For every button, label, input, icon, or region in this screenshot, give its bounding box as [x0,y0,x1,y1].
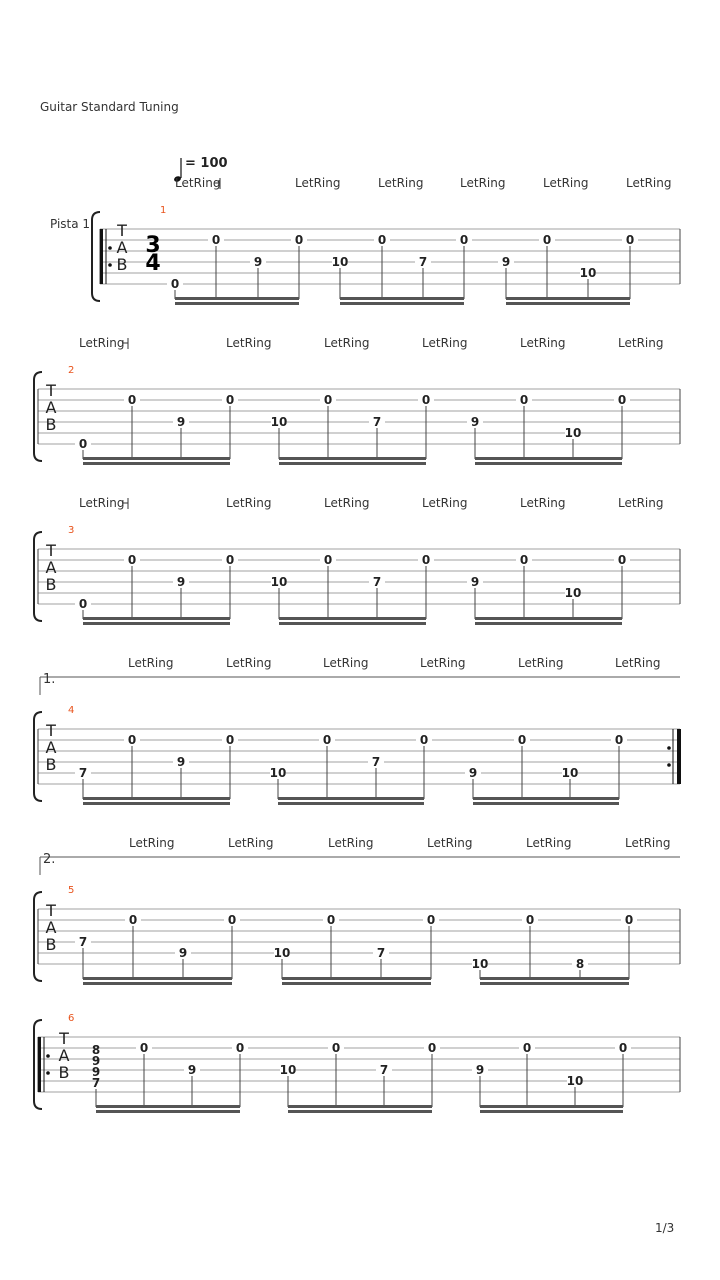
tab-note: 9 [91,1065,101,1079]
beam [83,802,230,805]
beam [480,977,629,980]
tab-note: 10 [279,1063,297,1077]
repeat-dot [667,763,671,767]
measure-number: 6 [68,1013,75,1024]
letring-label: LetRing [295,176,341,190]
tab-note: 0 [235,1041,245,1055]
repeat-dot [667,746,671,750]
tab-clef-letter: A [116,238,128,258]
tab-note: 9 [470,575,480,589]
tab-note: 7 [371,755,381,769]
tab-clef-letter: A [45,738,57,758]
tab-note: 0 [227,913,237,927]
tab-note: 0 [421,393,431,407]
tab-clef-letter: B [116,255,128,275]
tab-clef-letter: T [46,901,56,920]
tab-clef-letter: T [59,1029,69,1048]
tab-note: 7 [376,946,386,960]
tab-note: 10 [579,266,597,280]
time-signature-bottom: 4 [145,251,161,276]
letring-label: LetRing [427,836,473,850]
beam [279,457,426,460]
measure-number: 5 [68,885,75,896]
beam [480,982,629,985]
beam [279,617,426,620]
tab-note: 7 [372,575,382,589]
measure-number: 4 [68,705,75,716]
letring-label: LetRing [226,336,272,350]
tab-note: 9 [176,755,186,769]
beam [282,982,431,985]
page-number: 1/3 [655,1221,675,1235]
repeat-dot [108,246,112,250]
beam [506,297,630,300]
repeat-start-thick-bar [100,229,103,284]
tab-note: 9 [253,255,263,269]
letring-label: LetRing [625,836,671,850]
tab-note: 8 [575,957,585,971]
tab-note: 0 [459,233,469,247]
repeat-dot [108,263,112,267]
beam [288,1110,432,1113]
measure-number: 1 [160,205,167,216]
beam [475,622,622,625]
tab-note: 9 [176,415,186,429]
letring-label: LetRing [422,496,468,510]
tab-note: 0 [522,1041,532,1055]
letring-label: LetRing [228,836,274,850]
tab-note: 0 [377,233,387,247]
letring-label: LetRing [324,336,370,350]
tab-note: 7 [78,766,88,780]
tab-note: 0 [625,233,635,247]
beam [83,617,230,620]
tab-note: 0 [614,733,624,747]
tab-note: 7 [372,415,382,429]
letring-label: LetRing [626,176,672,190]
tab-note: 0 [519,393,529,407]
tab-note: 0 [525,913,535,927]
tab-note: 0 [326,913,336,927]
tab-note: 0 [170,277,180,291]
tab-note: 0 [128,913,138,927]
tab-note: 10 [269,766,287,780]
tab-note: 10 [270,415,288,429]
letring-label: LetRing [420,656,466,670]
beam [175,297,299,300]
tab-note: 9 [176,575,186,589]
tab-note: 0 [419,733,429,747]
measure-number: 3 [68,525,75,536]
time-signature-top: 3 [145,233,161,258]
volta-number: 1. [43,672,56,687]
tab-note: 9 [470,415,480,429]
letring-label: LetRing [324,496,370,510]
tab-clef-letter: A [45,398,57,418]
tab-clef-letter: B [45,415,57,435]
tab-note: 0 [426,913,436,927]
beam [282,977,431,980]
tab-note: 0 [322,733,332,747]
letring-label: LetRing [378,176,424,190]
track-name: Pista 1 [50,217,91,231]
letring-label: LetRing [129,836,175,850]
beam [83,457,230,460]
tab-note: 10 [564,586,582,600]
beam [83,462,230,465]
tab-note: 0 [517,733,527,747]
repeat-dot [46,1054,50,1058]
tab-note: 7 [418,255,428,269]
letring-label: LetRing [520,336,566,350]
beam [279,622,426,625]
beam [83,622,230,625]
tab-note: 0 [78,437,88,451]
letring-label: LetRing [128,656,174,670]
tab-note: 0 [519,553,529,567]
repeat-start-thick-bar [38,1037,41,1092]
beam [506,302,630,305]
beam [475,462,622,465]
letring-label: LetRing [79,496,125,510]
tab-clef-letter: T [117,221,127,240]
beam [288,1105,432,1108]
letring-label: LetRing [520,496,566,510]
tab-note: 0 [624,913,634,927]
tab-note: 10 [566,1074,584,1088]
letring-label: LetRing [79,336,125,350]
tab-note: 0 [427,1041,437,1055]
tab-note: 0 [127,393,137,407]
tab-note: 9 [178,946,188,960]
tab-clef-letter: T [46,541,56,560]
tab-note: 9 [475,1063,485,1077]
tab-note: 0 [331,1041,341,1055]
tab-note: 10 [331,255,349,269]
repeat-end-thick-bar [677,729,681,784]
tab-note: 9 [91,1054,101,1068]
tab-note: 0 [542,233,552,247]
tab-clef-letter: A [45,558,57,578]
letring-label: LetRing [618,496,664,510]
tab-note: 0 [127,553,137,567]
beam [473,802,619,805]
measure-number: 2 [68,365,75,376]
tab-clef-letter: T [46,381,56,400]
beam [480,1110,623,1113]
tab-note: 8 [91,1043,101,1057]
letring-label: LetRing [518,656,564,670]
letring-label: LetRing [323,656,369,670]
tab-note: 10 [561,766,579,780]
beam [278,802,424,805]
tab-note: 0 [618,1041,628,1055]
letring-label: LetRing [226,496,272,510]
beam [340,302,464,305]
tab-note: 0 [617,553,627,567]
tab-note: 0 [211,233,221,247]
beam [340,297,464,300]
letring-label: LetRing [526,836,572,850]
beam [278,797,424,800]
tab-clef-letter: B [45,935,57,955]
tab-note: 0 [225,553,235,567]
tab-note: 7 [379,1063,389,1077]
tab-note: 10 [273,946,291,960]
beam [96,1105,240,1108]
tab-clef-letter: B [58,1063,70,1083]
volta-number: 2. [43,852,56,867]
beam [475,457,622,460]
letring-label: LetRing [543,176,589,190]
letring-label: LetRing [618,336,664,350]
beam [473,797,619,800]
tab-note: 10 [564,426,582,440]
tab-note: 0 [78,597,88,611]
tab-note: 10 [270,575,288,589]
tab-clef-letter: A [45,918,57,938]
repeat-dot [46,1071,50,1075]
letring-label: LetRing [422,336,468,350]
tab-note: 7 [91,1076,101,1090]
letring-label: LetRing [175,176,221,190]
beam [175,302,299,305]
tempo-value: = 100 [185,156,228,171]
tab-clef-letter: A [58,1046,70,1066]
tuning-label: Guitar Standard Tuning [40,100,179,114]
tab-clef-letter: B [45,755,57,775]
beam [480,1105,623,1108]
tab-note: 0 [294,233,304,247]
tab-note: 0 [323,393,333,407]
beam [83,797,230,800]
tab-clef-letter: B [45,575,57,595]
tab-note: 10 [471,957,489,971]
beam [83,977,232,980]
tab-note: 0 [127,733,137,747]
tab-note: 0 [323,553,333,567]
beam [475,617,622,620]
tab-note: 0 [225,733,235,747]
tab-note: 7 [78,935,88,949]
staff-bracket [92,212,100,301]
beam [279,462,426,465]
beam [96,1110,240,1113]
tab-clef-letter: T [46,721,56,740]
tab-note: 0 [617,393,627,407]
tab-note: 0 [225,393,235,407]
tab-note: 9 [501,255,511,269]
beam [83,982,232,985]
tab-note: 9 [468,766,478,780]
letring-label: LetRing [226,656,272,670]
letring-label: LetRing [328,836,374,850]
tab-note: 0 [421,553,431,567]
tab-note: 0 [139,1041,149,1055]
letring-label: LetRing [460,176,506,190]
letring-label: LetRing [615,656,661,670]
tab-note: 9 [187,1063,197,1077]
